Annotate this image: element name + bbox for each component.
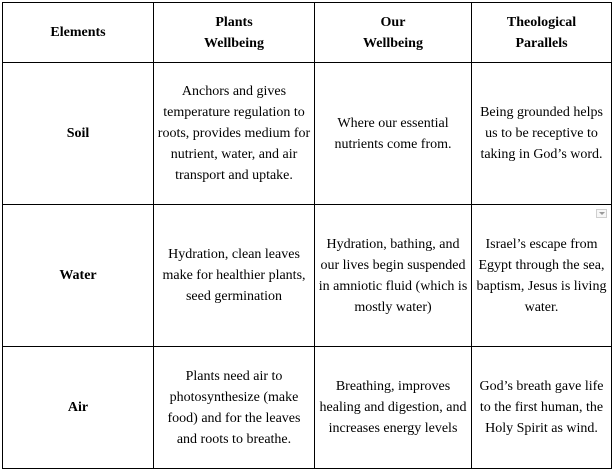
element-air: Air (3, 347, 154, 469)
wellbeing-table (2, 2, 612, 469)
header-our-line2: Wellbeing (363, 35, 423, 51)
water-theological-text: Israel’s escape from Egypt through the sea, baptism, Jesus is living water. (476, 236, 607, 315)
header-elements-label: Elements (50, 25, 106, 40)
header-theological-parallels (472, 3, 612, 63)
soil-plants-wellbeing (154, 63, 315, 205)
header-elements (3, 3, 154, 63)
wellbeing-table-wrapper (2, 2, 612, 469)
soil-our-text: Where our essential nutrients come from. (334, 115, 452, 152)
element-soil: Soil (3, 63, 154, 205)
header-theological-line1: Theological (506, 14, 577, 30)
water-plants-text: Hydration, clean leaves make for healthier plants, seed germination (162, 247, 306, 304)
soil-plants-text: Anchors and gives temperature regulation to roots, provides medium for nutrient, water, and air transport and uptake. (157, 84, 311, 183)
chevron-down-icon[interactable] (596, 209, 607, 218)
air-plants-wellbeing (154, 347, 315, 469)
water-theological-parallels (472, 205, 612, 347)
table-row-air (3, 347, 612, 469)
soil-theological-text: Being grounded helps us to be receptive to taking in God’s word. (480, 105, 603, 162)
header-plants-wellbeing (154, 3, 315, 63)
element-water: Water (3, 205, 154, 347)
header-our-wellbeing (315, 3, 472, 63)
air-plants-text: Plants need air to photosynthesize (make food) and for the leaves and roots to breathe. (167, 368, 301, 447)
table-row-water (3, 205, 612, 347)
air-theological-text: God’s breath gave life to the first human, the Holy Spirit as wind. (479, 379, 604, 436)
air-our-text: Breathing, improves healing and digestion, and increases energy levels (319, 379, 467, 436)
header-plants-line1: Plants (215, 14, 253, 30)
header-row (3, 3, 612, 63)
air-theological-parallels (472, 347, 612, 469)
soil-our-wellbeing (315, 63, 472, 205)
header-our-line1: Our (380, 14, 406, 30)
water-our-wellbeing (315, 205, 472, 347)
header-theological-line2: Parallels (515, 35, 568, 51)
soil-theological-parallels (472, 63, 612, 205)
table-row-soil (3, 63, 612, 205)
water-plants-wellbeing (154, 205, 315, 347)
air-our-wellbeing (315, 347, 472, 469)
water-our-text: Hydration, bathing, and our lives begin suspended in amniotic fluid (which is mostly water) (318, 236, 468, 315)
header-plants-line2: Wellbeing (204, 35, 264, 51)
